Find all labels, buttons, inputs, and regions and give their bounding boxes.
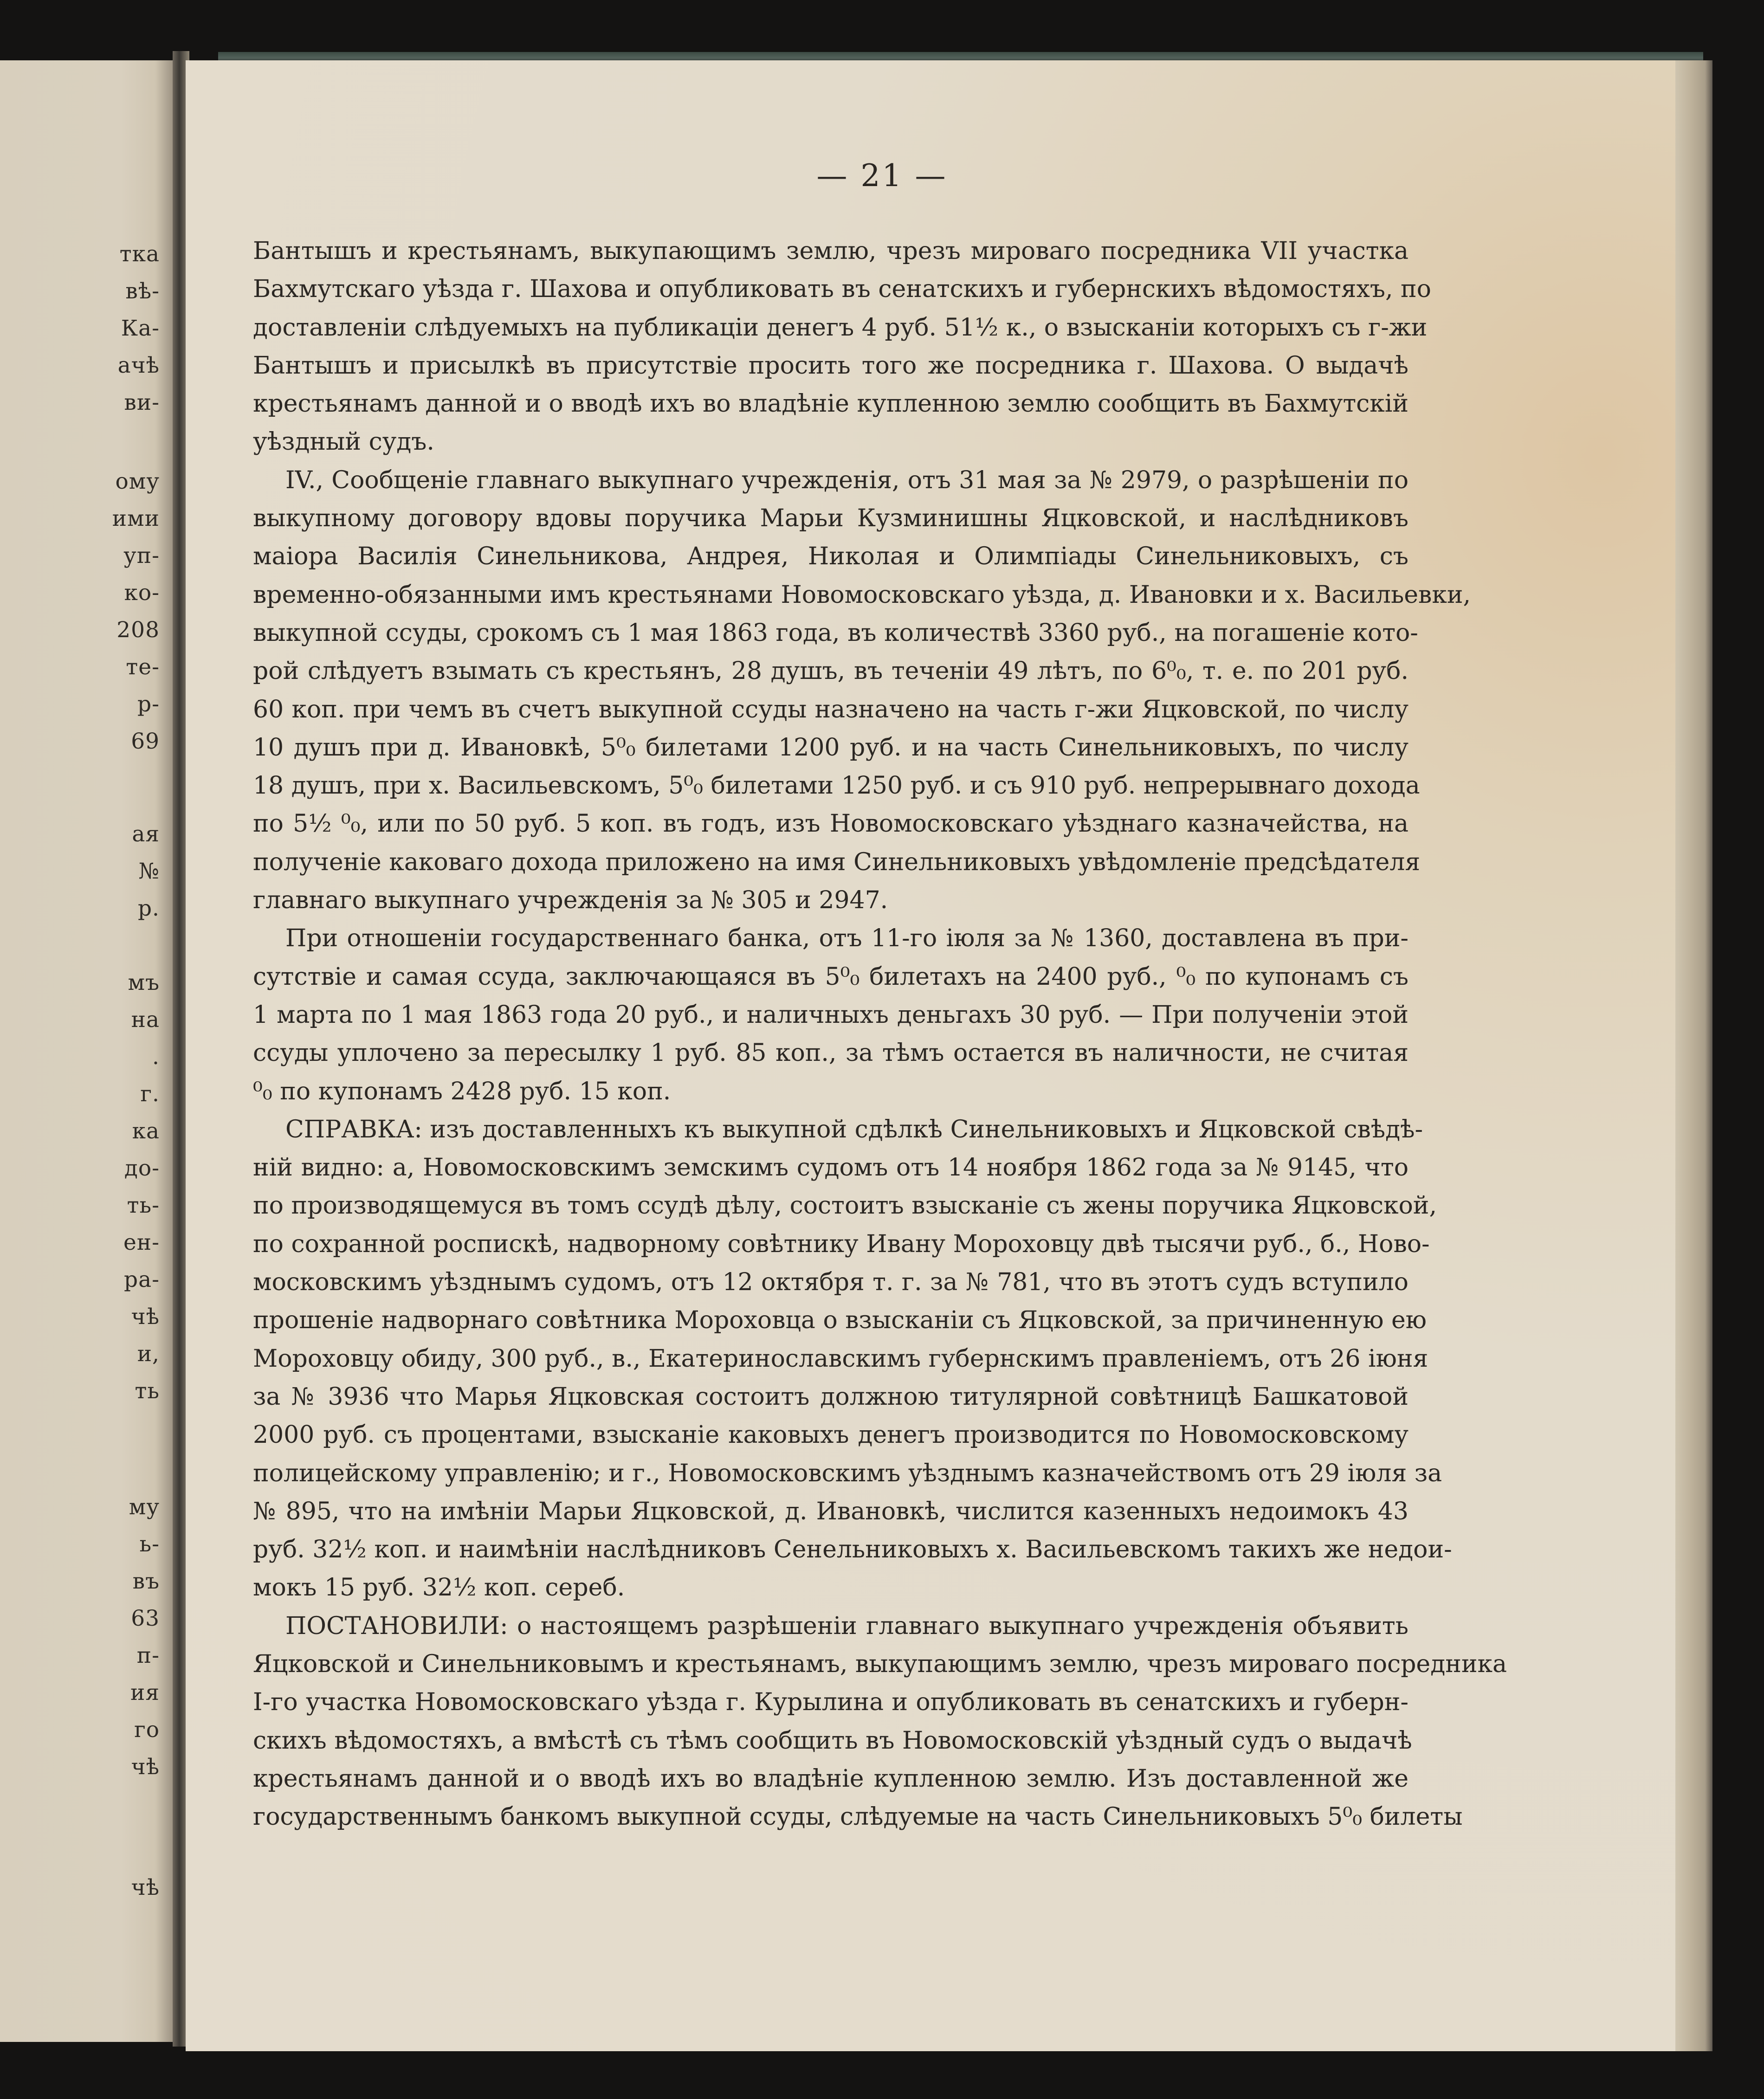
text-line: доставленіи слѣдуемыхъ на публикаціи денегъ 4 руб. 51½ к., о взысканіи которыхъ съ г-жи <box>253 313 1428 342</box>
text-line: крестьянамъ данной и о вводѣ ихъ во владѣніе купленною землю сообщить въ Бахмутскій <box>253 390 1409 418</box>
text-line: ⁰₀ по купонамъ 2428 руб. 15 коп. <box>253 1077 671 1105</box>
text-line: 60 коп. при чемъ въ счетъ выкупной ссуды назначено на часть г-жи Яцковской, по числу <box>253 695 1409 723</box>
margin-fragment: и, <box>137 1341 160 1367</box>
margin-fragment: чѣ <box>131 1875 160 1900</box>
margin-fragment: ь- <box>139 1531 160 1557</box>
text-line: главнаго выкупнаго учрежденія за № 305 и 2947. <box>253 886 888 915</box>
text-line: рой слѣдуетъ взымать съ крестьянъ, 28 душъ, въ теченіи 49 лѣтъ, по 6⁰₀, т. е. по 201 руб. <box>253 657 1409 685</box>
text-line: сутствіе и самая ссуда, заключающаяся въ 5⁰₀ билетахъ на 2400 руб., ⁰₀ по купонамъ съ <box>253 962 1409 991</box>
text-line: крестьянамъ данной и о вводѣ ихъ во владѣніе купленною землю. Изъ доставленной же <box>253 1764 1409 1793</box>
margin-fragment: те- <box>126 654 160 680</box>
margin-fragment: тка <box>119 241 160 267</box>
margin-fragment: . <box>152 1044 160 1070</box>
margin-fragment: ому <box>115 469 160 494</box>
text-line: государственнымъ банкомъ выкупной ссуды, слѣдуемые на часть Синельниковыхъ 5⁰₀ билеты <box>253 1803 1463 1831</box>
text-line: I-го участка Новомосковскаго уѣзда г. Курылина и опубликовать въ сенатскихъ и губерн- <box>253 1688 1409 1717</box>
margin-fragment: на <box>131 1007 160 1033</box>
text-line: полученіе каковаго дохода приложено на имя Синельниковыхъ увѣдомленіе предсѣдателя <box>253 848 1421 876</box>
text-line: ній видно: а, Новомосковскимъ земскимъ судомъ отъ 14 ноября 1862 года за № 9145, что <box>253 1154 1409 1182</box>
page-fore-edge <box>1675 60 1712 2051</box>
text-line: прошеніе надворнаго совѣтника Мороховца о взысканіи съ Яцковской, за причиненную ею <box>253 1306 1427 1335</box>
margin-fragment: вѣ- <box>125 278 160 304</box>
text-line: выкупной ссуды, срокомъ съ 1 мая 1863 года, въ количествѣ 3360 руб., на погашеніе кото- <box>253 619 1418 647</box>
text-line: временно-обязанными имъ крестьянами Новомосковскаго уѣзда, д. Ивановки и х. Васильевки, <box>253 581 1471 609</box>
margin-fragment: му <box>129 1494 160 1520</box>
postanovili-line: ПОСТАНОВИЛИ: о настоящемъ разрѣшеніи главнаго выкупнаго учрежденія объявить <box>285 1612 1409 1640</box>
margin-fragment: ка <box>132 1118 160 1144</box>
margin-fragment: ко- <box>124 580 160 606</box>
margin-fragment: го <box>134 1717 160 1743</box>
margin-fragment: мъ <box>128 970 160 995</box>
margin-fragment: 69 <box>131 729 160 754</box>
text-line: выкупному договору вдовы поручика Марьи Кузминишны Яцковской, и наслѣдниковъ <box>253 504 1409 533</box>
margin-fragment: чѣ <box>131 1304 160 1330</box>
margin-fragment: ия <box>130 1680 160 1705</box>
page-text <box>253 232 1507 1836</box>
text-line: уѣздный судъ. <box>253 428 434 456</box>
text-line: Яцковской и Синельниковымъ и крестьянамъ, выкупающимъ землю, чрезъ мироваго посредника <box>253 1650 1507 1678</box>
text-line: маіора Василія Синельникова, Андрея, Николая и Олимпіады Синельниковыхъ, съ <box>253 543 1409 571</box>
text-line: полицейскому управленію; и г., Новомосковскимъ уѣзднымъ казначействомъ отъ 29 іюля за <box>253 1459 1442 1487</box>
margin-fragment: въ <box>132 1569 160 1594</box>
margin-fragment: ими <box>112 506 160 531</box>
margin-fragment: 63 <box>131 1606 160 1631</box>
text-line: Мороховцу обиду, 300 руб., в., Екатеринославскимъ губернскимъ правленіемъ, отъ 26 іюня <box>253 1344 1428 1373</box>
margin-fragment: чѣ <box>131 1754 160 1780</box>
margin-fragment: ра- <box>124 1267 160 1292</box>
text-line: Бантышъ и присылкѣ въ присутствіе просить того же посредника г. Шахова. О выдачѣ <box>253 351 1409 380</box>
text-line: 2000 руб. съ процентами, взысканіе каковыхъ денегъ производится по Новомосковскому <box>253 1421 1409 1449</box>
text-line: по производящемуся въ томъ ссудѣ дѣлу, состоитъ взысканіе съ жены поручика Яцковской, <box>253 1192 1437 1220</box>
text-line: 10 душъ при д. Ивановкѣ, 5⁰₀ билетами 1200 руб. и на часть Синельниковыхъ, по числу <box>253 733 1409 762</box>
text-line: за № 3936 что Марья Яцковская состоитъ должною титулярной совѣтницѣ Башкатовой <box>253 1382 1409 1411</box>
text-line: ссуды уплочено за пересылку 1 руб. 85 коп., за тѣмъ остается въ наличности, не считая <box>253 1039 1409 1067</box>
margin-fragment: ен- <box>123 1230 160 1255</box>
margin-fragment: Ка- <box>121 316 160 341</box>
text-line: 1 марта по 1 мая 1863 года 20 руб., и наличныхъ деньгахъ 30 руб. — При полученіи этой <box>253 1001 1409 1029</box>
margin-fragment: ви- <box>124 390 160 415</box>
text-line: по 5½ ⁰₀, или по 50 руб. 5 коп. въ годъ, изъ Новомосковскаго уѣзднаго казначейства, на <box>253 810 1409 838</box>
margin-fragment: 208 <box>116 617 160 643</box>
text-line: 18 душъ, при х. Васильевскомъ, 5⁰₀ билетами 1250 руб. и съ 910 руб. непрерывнаго дохода <box>253 772 1420 800</box>
text-line: скихъ вѣдомостяхъ, а вмѣстѣ съ тѣмъ сообщить въ Новомосковскій уѣздный судъ о выдачѣ <box>253 1726 1412 1755</box>
margin-fragment: до- <box>124 1156 160 1181</box>
margin-fragment: ая <box>132 821 160 847</box>
margin-fragment: уп- <box>123 543 160 568</box>
page-number: — 21 — <box>816 158 948 194</box>
margin-fragment: р- <box>137 691 160 717</box>
text-line: Бахмутскаго уѣзда г. Шахова и опубликовать въ сенатскихъ и губернскихъ вѣдомостяхъ, по <box>253 275 1431 304</box>
margin-fragment: ть <box>135 1378 160 1404</box>
margin-fragment: ть- <box>127 1193 160 1218</box>
text-line: мокъ 15 руб. 32½ коп. сереб. <box>253 1574 625 1602</box>
margin-fragment: г. <box>140 1081 160 1107</box>
text-line: Бантышъ и крестьянамъ, выкупающимъ землю, чрезъ мироваго посредника VII участка <box>253 237 1409 265</box>
margin-fragment: п- <box>136 1643 160 1668</box>
margin-fragment: ачѣ <box>117 353 160 378</box>
text-line: руб. 32½ коп. и наимѣніи наслѣдниковъ Сенельниковыхъ х. Васильевскомъ такихъ же недои- <box>253 1536 1452 1564</box>
text-line: московскимъ уѣзднымъ судомъ, отъ 12 октября т. г. за № 781, что въ этотъ судъ вступило <box>253 1268 1409 1297</box>
text-line: При отношеніи государственнаго банка, отъ 11-го іюля за № 1360, доставлена въ при- <box>285 924 1409 953</box>
spravka-line: СПРАВКА: изъ доставленныхъ къ выкупной сдѣлкѣ Синельниковыхъ и Яцковской свѣдѣ- <box>285 1115 1423 1143</box>
text-line: № 895, что на имѣніи Марьи Яцковской, д. Ивановкѣ, числится казенныхъ недоимокъ 43 <box>253 1497 1409 1525</box>
text-line: по сохранной роспискѣ, надворному совѣтнику Ивану Мороховцу двѣ тысячи руб., б., Ново- <box>253 1230 1430 1258</box>
previous-page-edge <box>0 60 173 2042</box>
section-heading-line: IV., Сообщеніе главнаго выкупнаго учрежденія, отъ 31 мая за № 2979, о разрѣшеніи по <box>285 466 1409 494</box>
margin-fragment: № <box>138 859 160 884</box>
margin-fragment: р. <box>137 896 160 921</box>
